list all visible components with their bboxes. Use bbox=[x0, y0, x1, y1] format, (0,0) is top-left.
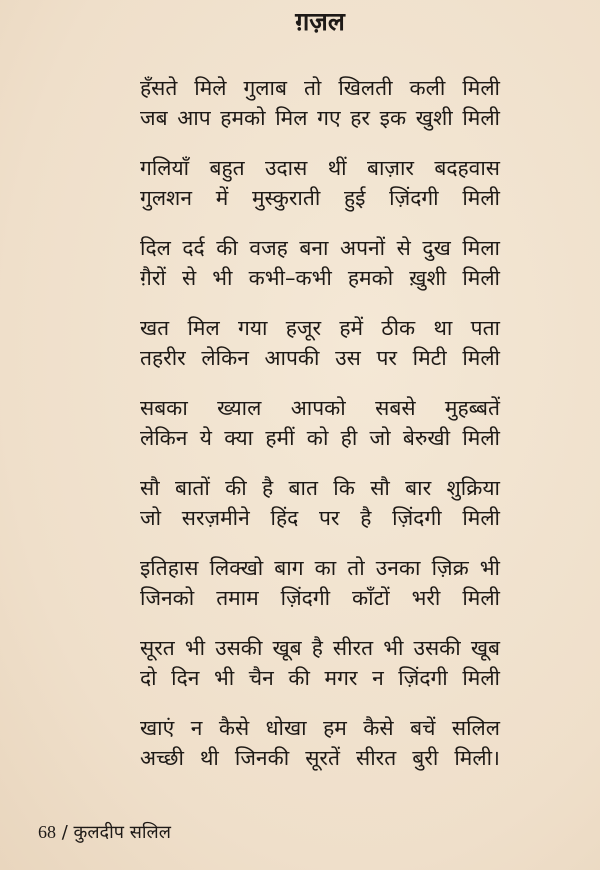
verse-line: खत मिल गया हजूर हमें ठीक था पता bbox=[140, 316, 500, 340]
couplet bbox=[140, 74, 500, 133]
poem-body bbox=[140, 74, 500, 794]
verse-line: जो सरज़मीने हिंद पर है ज़िंदगी मिली bbox=[140, 505, 500, 530]
couplet bbox=[140, 554, 500, 613]
verse-line: खाएं न कैसे धोखा हम कैसे बचें सलिल bbox=[140, 716, 500, 740]
couplet bbox=[140, 634, 500, 693]
verse-line: सबका ख्याल आपको सबसे मुहब्बतें bbox=[140, 396, 500, 420]
verse-line: लेकिन ये क्या हमीं को ही जो बेरुखी मिली bbox=[140, 425, 500, 450]
couplet bbox=[140, 154, 500, 213]
couplet bbox=[140, 474, 500, 533]
verse-line: इतिहास लिक्खो बाग का तो उनका ज़िक्र भी bbox=[140, 556, 500, 580]
couplet bbox=[140, 394, 500, 453]
verse-line: दिल दर्द की वजह बना अपनों से दुख मिला bbox=[140, 236, 500, 260]
footer-separator: / bbox=[56, 822, 74, 843]
couplet bbox=[140, 314, 500, 373]
verse-line: जिनको तमाम ज़िंदगी काँटों भरी मिली bbox=[140, 585, 500, 610]
verse-line: सौ बातों की है बात कि सौ बार शुक्रिया bbox=[140, 476, 500, 500]
verse-line: अच्छी थी जिनकी सूरतें सीरत बुरी मिली। bbox=[140, 745, 500, 770]
verse-line: हँसते मिले गुलाब तो खिलती कली मिली bbox=[140, 76, 500, 100]
poem-title: ग़ज़ल bbox=[295, 7, 345, 36]
couplet bbox=[140, 714, 500, 773]
page-footer bbox=[38, 820, 171, 844]
couplet bbox=[140, 234, 500, 293]
page-number: 68 bbox=[38, 822, 56, 842]
verse-line: ग़ैरों से भी कभी–कभी हमको ख़ुशी मिली bbox=[140, 265, 500, 290]
author-name: कुलदीप सलिल bbox=[73, 822, 171, 843]
verse-line: दो दिन भी चैन की मगर न ज़िंदगी मिली bbox=[140, 665, 500, 690]
verse-line: गलियाँ बहुत उदास थीं बाज़ार बदहवास bbox=[140, 156, 500, 180]
verse-line: सूरत भी उसकी खूब है सीरत भी उसकी खूब bbox=[140, 636, 500, 660]
verse-line: गुलशन में मुस्कुराती हुई ज़िंदगी मिली bbox=[140, 185, 500, 210]
verse-line: तहरीर लेकिन आपकी उस पर मिटी मिली bbox=[140, 345, 500, 370]
verse-line: जब आप हमको मिल गए हर इक खुशी मिली bbox=[140, 105, 500, 130]
